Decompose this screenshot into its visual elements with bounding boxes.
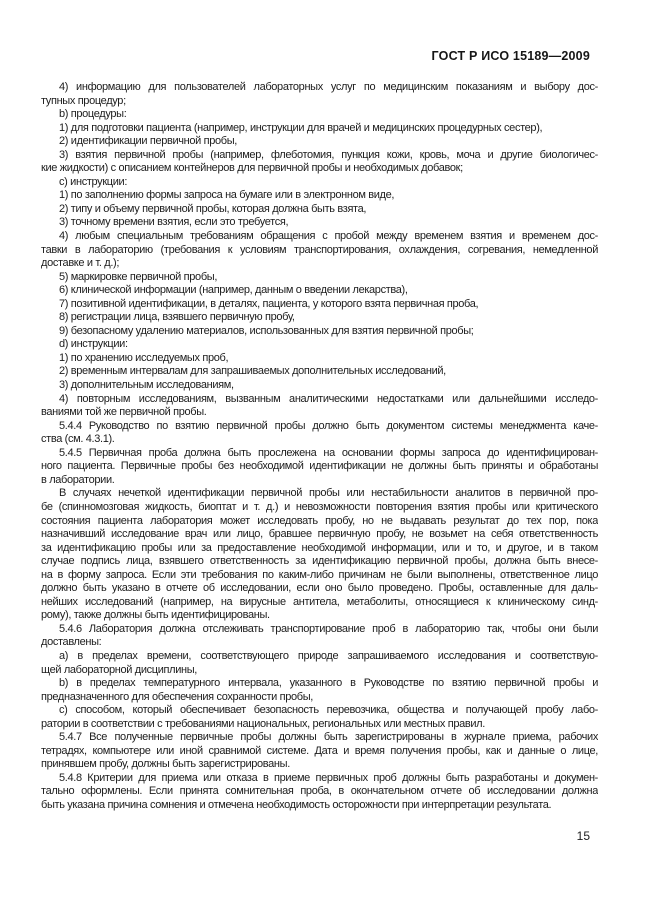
text-line: 5.4.8 Критерии для приема или отказа в приеме первичных проб должны быть разработаны и докумен- <box>59 771 598 784</box>
text-line: в лаборатории. <box>41 473 115 486</box>
text-line: 5) маркировке первичной пробы, <box>59 270 218 283</box>
text-line: 2) идентификации первичной пробы, <box>59 135 237 148</box>
text-line: 5.4.5 Первичная проба должна быть прослежена на основании формы запроса до идентифицирован- <box>59 446 598 459</box>
text-line: c) способом, который обеспечивает безопасность перевозчика, общества и получающей пробу лабо- <box>59 704 598 717</box>
text-line: случае подпись лица, взявшего ответственность за идентификацию первичной пробы, должна быть внесе- <box>41 555 598 568</box>
text-line: состояния пациента лаборатория может исследовать пробу, но не выдавать результат до тех пор, пока <box>41 514 598 527</box>
text-line: 8) регистрации лица, взявшего первичную пробу, <box>59 311 295 324</box>
text-line: 2) типу и объему первичной пробы, которая должна быть взята, <box>59 202 367 215</box>
text-line: за идентификацию пробы или за предоставление необходимой информации, или и то, и другое, и в таком <box>41 541 598 554</box>
body-text <box>41 81 598 813</box>
text-line: 4) любым специальным требованиям обращения с пробой между временем взятия и временем дос- <box>59 230 598 243</box>
text-line: ства (см. 4.3.1). <box>41 433 115 446</box>
text-line: 4) повторным исследованиям, вызванным аналитическими недостатками или дальнейшими исследо- <box>59 392 598 405</box>
text-line: доставке и т. д.); <box>41 257 120 270</box>
text-line: 9) безопасному удалению материалов, использованных для взятия первичной пробы; <box>59 324 474 337</box>
text-line: 3) точному времени взятия, если это требуется, <box>59 216 289 229</box>
text-line: ного пациента. Первичные пробы без необходимой идентификации не должны быть приняты и обработаны <box>41 460 598 473</box>
text-line: 2) временным интервалам для запрашиваемых дополнительных исследований, <box>59 365 446 378</box>
text-line: В случаях нечеткой идентификации первичной пробы или нестабильности аналитов в первичной про- <box>59 487 598 500</box>
text-line: 5.4.6 Лаборатория должна отслеживать транспортирование проб в лабораторию так, чтобы они были <box>59 622 598 635</box>
text-line: доставлены: <box>41 636 102 649</box>
text-line: щей лабораторной дисциплины, <box>41 663 198 676</box>
page-number: 15 <box>576 829 590 843</box>
text-line: 1) по хранению исследуемых проб, <box>59 351 229 364</box>
text-line: 5.4.7 Все полученные первичные пробы должны быть зарегистрированы в журнале приема, рабочих <box>59 731 598 744</box>
text-line: на в форму запроса. Если эти требования по каким-либо причинам не были выполнены, ответственное лицо <box>41 568 598 581</box>
text-line: a) в пределах времени, соответствующего природе запрашиваемого исследования и соответствую- <box>59 649 598 662</box>
text-line: быть указана причина сомнения и отмечена необходимость осторожности при интерпретации результата. <box>41 798 552 811</box>
text-line: b) процедуры: <box>59 108 127 121</box>
text-line: тетрадях, компьютере или иной сравнимой системе. Дата и время получения пробы, как и данные о лице, <box>41 744 598 757</box>
text-line: 6) клинической информации (например, данным о введении лекарства), <box>59 284 408 297</box>
text-line: 7) позитивной идентификации, в деталях, пациента, у которого взята первичная проба, <box>59 297 479 310</box>
text-line: 3) дополнительным исследованиям, <box>59 379 234 392</box>
text-line: 1) по заполнению формы запроса на бумаге или в электронном виде, <box>59 189 395 202</box>
text-line: назначивший исследование врач или лицо, бравшее первичную пробу, не возьмет на себя ответственность <box>41 528 598 541</box>
text-line: предназначенного для обеспечения сохранности пробы, <box>41 690 314 703</box>
text-line: ратории в соответствии с требованиями национальных, региональных или местных правил. <box>41 717 485 730</box>
text-line: d) инструкции: <box>59 338 128 351</box>
document-header: ГОСТ Р ИСО 15189—2009 <box>431 49 590 63</box>
text-line: 4) информацию для пользователей лабораторных услуг по медицинским показаниям и выбору дос- <box>59 81 598 93</box>
text-line: кие жидкости) с описанием контейнеров для первичной пробы и необходимых добавок; <box>41 162 463 175</box>
text-line: ваниями той же первичной пробы. <box>41 406 207 419</box>
text-line: тупных процедур; <box>41 94 126 107</box>
text-line: c) инструкции: <box>59 175 128 188</box>
text-line: рому), также должны быть идентифицированы. <box>41 609 270 622</box>
text-line: 3) взятия первичной пробы (например, флеботомия, пункция кожи, кровь, моча и другие биологичес- <box>59 148 598 161</box>
text-line: b) в пределах температурного интервала, указанного в Руководстве по взятию первичной пробы и <box>59 677 598 690</box>
text-line: принявшем пробу, должны быть зарегистрированы. <box>41 758 290 771</box>
text-line: 5.4.4 Руководство по взятию первичной пробы должно быть документом системы менеджмента каче- <box>59 419 598 432</box>
text-line: должно быть указано в отчете об исследовании, если оно было проведено. Пробы, оставленные для даль- <box>41 582 598 595</box>
text-line: 1) для подготовки пациента (например, инструкции для врачей и медицинских процедурных сестер), <box>59 121 543 134</box>
text-line: тавки в лабораторию (требования к условиям транспортирования, охлаждения, согревания, немедленной <box>41 243 598 256</box>
text-line: тально оформлены. Если принята сомнительная проба, в окончательном отчете об исследовании должна <box>41 785 598 798</box>
text-line: нейших исследований (например, на вирусные антитела, метаболиты, относящиеся к клиническому синд- <box>41 595 598 608</box>
text-line: бе (спинномозговая жидкость, биоптат и т. д.) и невозможности повторения взятия пробы или критического <box>41 500 598 513</box>
